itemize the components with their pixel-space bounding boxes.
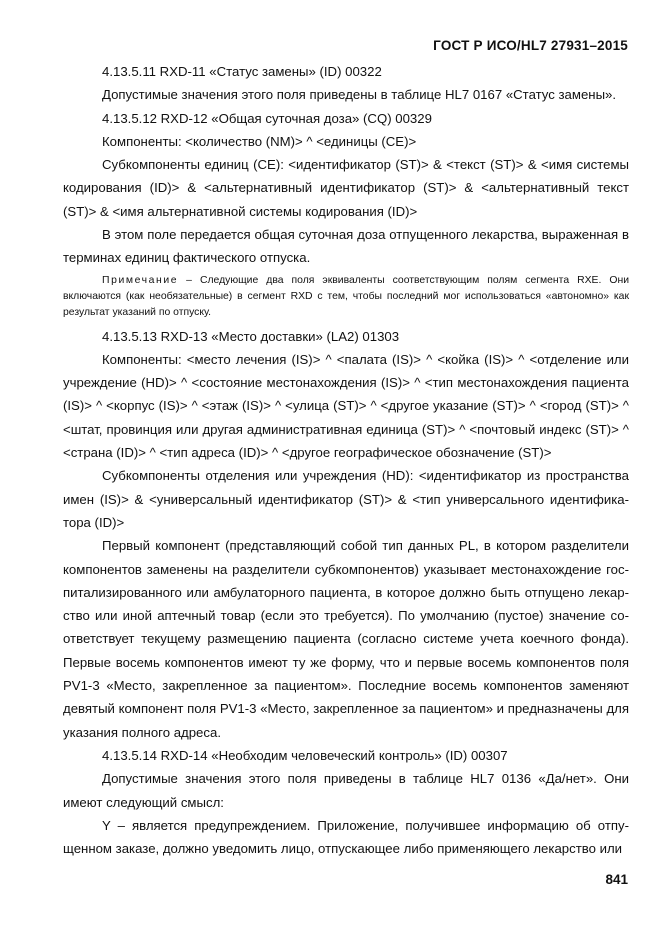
paragraph: Допустимые значения этого поля приведены в таблице HL7 0136 «Да/нет». Они имеют следующий смысл:: [63, 771, 629, 810]
paragraph: Компоненты: <количество (NM)> ^ <единицы (CE)>: [102, 133, 417, 149]
paragraph: Субкомпоненты отделения или учреждения (HD): <идентификатор из пространства имен (IS)> & <универсальный идентификатор (ST)> & <тип универсального идентифика-тора (ID)>: [63, 468, 629, 530]
note-text: – Следующие два поля эквиваленты соответствующим полям сегмента RXE. Они включаются (как необязательные) в сегмент RXD с тем, чтобы последний мог использоваться «автономно» как результат указаний по отпуску.: [63, 274, 629, 319]
section-heading: 4.13.5.14 RXD-14 «Необходим человеческий контроль» (ID) 00307: [102, 747, 508, 763]
section-heading: 4.13.5.13 RXD-13 «Место доставки» (LA2) 01303: [102, 328, 400, 344]
standard-header: ГОСТ Р ИСО/HL7 27931–2015: [433, 38, 628, 53]
paragraph: Компоненты: <место лечения (IS)> ^ <палата (IS)> ^ <койка (IS)> ^ <отделение или учреждение (HD)> ^ <состояние местонахождения (IS)> ^ <тип местонахождения пациента (IS)> ^ <корпус (IS)> ^ <этаж (IS)> ^ <улица (ST)> ^ <другое указание (ST)> ^ <город (ST)> ^ <штат, провинция или другая административная единица (ST)> ^ <почтовый индекс (ST)> ^ <страна (ID)> ^ <тип адреса (ID)> ^ <другое географическое обозначение (ST)>: [63, 351, 629, 461]
note: [63, 273, 629, 322]
paragraph: Субкомпоненты единиц (CE): <идентификатор (ST)> & <текст (ST)> & <имя системы кодирования (ID)> & <альтернативный идентификатор (ST)> & <альтернативный текст (ST)> & <имя альтернативной системы кодирования (ID)>: [63, 157, 629, 219]
note-label: Примечание: [102, 274, 179, 286]
paragraph: Первый компонент (представляющий собой тип данных PL, в котором разделители компонентов заменены на разделители субкомпонентов) указывает местонахождение гос-питализированного или амбулаторного пациента, в которое должно быть отпущено лекар-ство или иной аптечный товар (если это требуется). По умолчанию (пустое) значение со-ответствует текущему размещению пациента (согласно системе учета коечного фонда). Первые восемь компонентов имеют ту же форму, что и первые восемь компонентов поля PV1-3 «Место, закрепленное за пациентом». Последние восемь компонентов заменяют девятый компонент поля PV1-3 «Место, закрепленное за пациентом» и предназначены для указания полного адреса.: [63, 538, 629, 740]
paragraph: Y – является предупреждением. Приложение, получившее информацию об отпу-щенном заказе, должно уведомить лицо, отпускающее либо применяющего лекарство или: [63, 817, 629, 857]
page-number: 841: [605, 872, 628, 887]
paragraph: Допустимые значения этого поля приведены в таблице HL7 0167 «Статус замены».: [102, 87, 617, 103]
section-heading: 4.13.5.12 RXD-12 «Общая суточная доза» (CQ) 00329: [102, 110, 432, 126]
document-body: [63, 60, 629, 860]
paragraph: В этом поле передается общая суточная доза отпущенного лекарства, выраженная в терминах единиц фактического отпуска.: [63, 227, 629, 266]
section-heading: 4.13.5.11 RXD-11 «Статус замены» (ID) 00322: [102, 64, 382, 79]
